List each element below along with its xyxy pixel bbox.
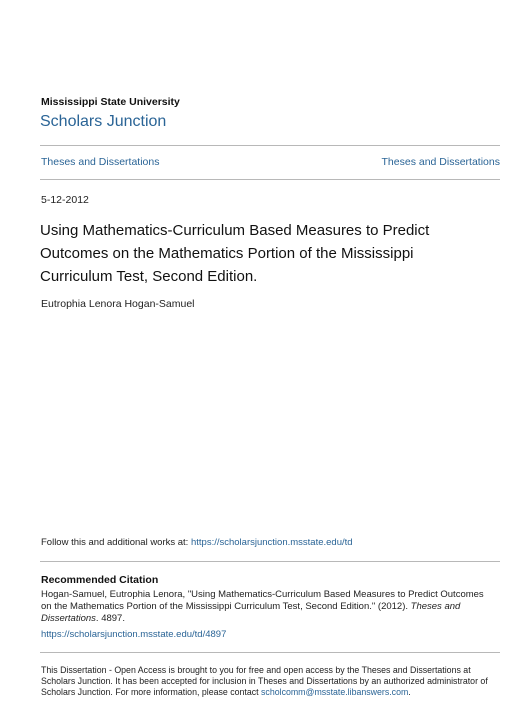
citation-series: Theses and Dissertations (41, 601, 461, 624)
divider-footer (40, 652, 500, 653)
follow-line (41, 537, 353, 548)
follow-prefix: Follow this and additional works at: (41, 537, 191, 548)
citation-link[interactable]: https://scholarsjunction.msstate.edu/td/4897 (41, 629, 227, 640)
citation-heading: Recommended Citation (41, 574, 159, 586)
collection-link-right[interactable]: Theses and Dissertations (381, 156, 500, 168)
divider-top (40, 145, 500, 146)
work-title: Using Mathematics-Curriculum Based Measures to Predict Outcomes on the Mathematics Portion of the Mississippi Curriculum Test, Second Edition. (40, 222, 430, 285)
follow-link[interactable]: https://scholarsjunction.msstate.edu/td (190, 537, 353, 548)
publication-date: 5-12-2012 (41, 194, 89, 206)
citation-text (41, 589, 491, 625)
collection-link-left[interactable]: Theses and Dissertations (41, 156, 160, 168)
footer-text: This Dissertation - Open Access is brought to you for free and open access by the Theses and Dissertations at Scholars Junction. It has been accepted for inclusion in Theses and Dissertations by an authorized administrator of Scholars Junction. For more information, please contact (41, 665, 488, 697)
divider-citation (40, 561, 500, 562)
university-name: Mississippi State University (41, 96, 180, 108)
footer-end: . (408, 687, 411, 697)
citation-body: Hogan-Samuel, Eutrophia Lenora, "Using Mathematics-Curriculum Based Measures to Predict Outcomes on the Mathematics Portion of the Mississippi Curriculum Test, Second Edition." (2012). (41, 589, 484, 612)
divider-collection (40, 179, 500, 180)
repository-link[interactable]: Scholars Junction (40, 113, 167, 130)
contact-email-link[interactable]: scholcomm@msstate.libanswers.com (261, 687, 409, 697)
footer-notice (41, 665, 503, 698)
citation-number: . 4897. (95, 613, 125, 624)
author-name: Eutrophia Lenora Hogan-Samuel (41, 298, 195, 310)
